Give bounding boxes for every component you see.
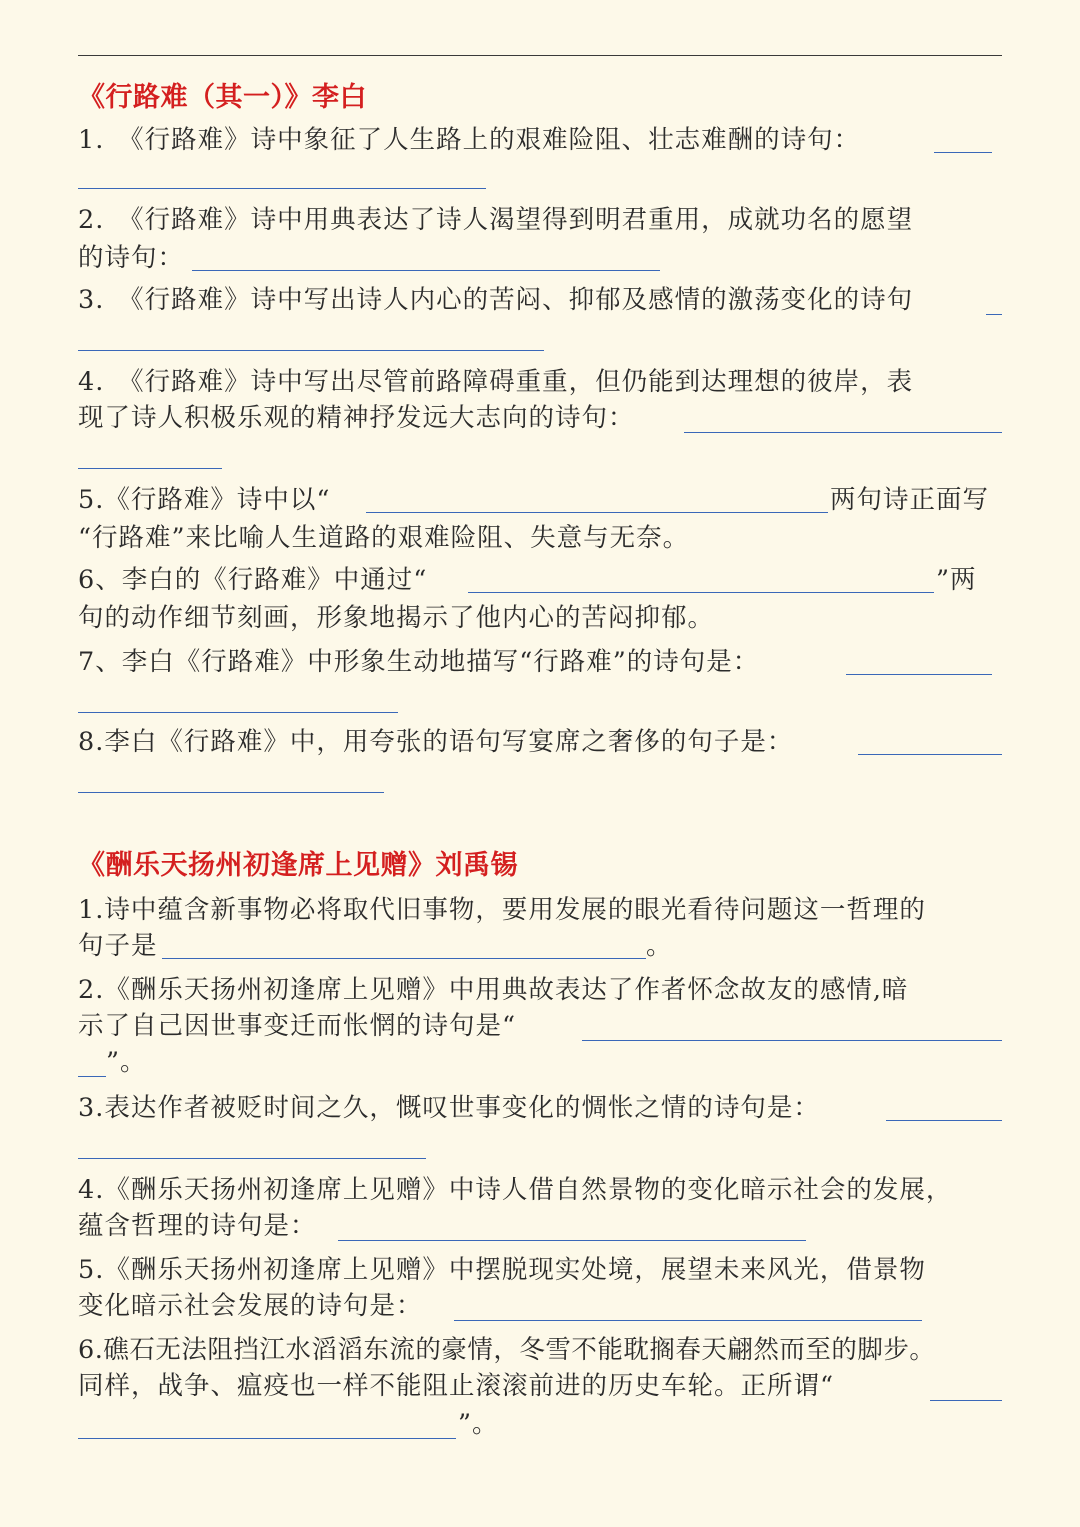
s2-q1-line2-end: 。 bbox=[646, 931, 673, 961]
s2-q2-line3: ”。 bbox=[106, 1047, 147, 1077]
s1-q4-line2: 现了诗人积极乐观的精神抒发远大志向的诗句： bbox=[78, 403, 635, 433]
s2-q2-line1: 2.《酬乐天扬州初逢席上见赠》中用典故表达了作者怀念故友的感情,暗 bbox=[78, 975, 909, 1005]
s2-q6-blank-b[interactable] bbox=[78, 1438, 456, 1439]
s2-q5-blank[interactable] bbox=[454, 1320, 922, 1321]
s1-q5-line1-start: 5.《行路难》诗中以“ bbox=[78, 485, 331, 515]
s1-q3-blank-b[interactable] bbox=[78, 350, 544, 351]
s2-q1-line1: 1.诗中蕴含新事物必将取代旧事物，要用发展的眼光看待问题这一哲理的 bbox=[78, 895, 926, 925]
s1-q8-blank-a[interactable] bbox=[858, 754, 1002, 755]
s2-q4-blank[interactable] bbox=[338, 1240, 806, 1241]
s2-q2-blank-b[interactable] bbox=[78, 1076, 106, 1077]
section2-title: 《酬乐天扬州初逢席上见赠》刘禹锡 bbox=[78, 850, 518, 881]
s1-q6-line1-start: 6、李白的《行路难》中通过“ bbox=[78, 565, 428, 595]
s1-q1-blank-a[interactable] bbox=[934, 152, 992, 153]
s2-q2-line2: 示了自己因世事变迁而怅惘的诗句是“ bbox=[78, 1011, 517, 1041]
s2-q6-line2: 同样，战争、瘟疫也一样不能阻止滚滚前进的历史车轮。正所谓“ bbox=[78, 1371, 835, 1401]
s1-q8-text: 8.李白《行路难》中，用夸张的语句写宴席之奢侈的句子是： bbox=[78, 727, 794, 757]
s1-q4-blank-a[interactable] bbox=[684, 432, 1002, 433]
s2-q2-blank-a[interactable] bbox=[582, 1040, 1002, 1041]
s1-q8-blank-b[interactable] bbox=[78, 792, 384, 793]
s1-q2-line1: 2. 《行路难》诗中用典表达了诗人渴望得到明君重用，成就功名的愿望 bbox=[78, 205, 914, 235]
s1-q1-text: 1. 《行路难》诗中象征了人生路上的艰难险阻、壮志难酬的诗句： bbox=[78, 125, 861, 155]
s1-q7-text: 7、李白《行路难》中形象生动地描写“行路难”的诗句是： bbox=[78, 647, 760, 677]
s1-q7-blank-b[interactable] bbox=[78, 712, 398, 713]
s2-q6-line1: 6.礁石无法阻挡江水滔滔东流的豪情，冬雪不能耽搁春天翩然而至的脚步。 bbox=[78, 1335, 936, 1365]
s2-q3-blank-a[interactable] bbox=[886, 1120, 1002, 1121]
s1-q5-line2: “行路难”来比喻人生道路的艰难险阻、失意与无奈。 bbox=[78, 523, 690, 553]
s1-q2-blank[interactable] bbox=[192, 270, 660, 271]
s1-q4-line1: 4. 《行路难》诗中写出尽管前路障碍重重，但仍能到达理想的彼岸，表 bbox=[78, 367, 914, 397]
top-divider bbox=[78, 55, 1002, 56]
s2-q6-line3: ”。 bbox=[458, 1409, 499, 1439]
s2-q4-line1: 4.《酬乐天扬州初逢席上见赠》中诗人借自然景物的变化暗示社会的发展， bbox=[78, 1175, 953, 1205]
s2-q3-text: 3.表达作者被贬时间之久，慨叹世事变化的惆怅之情的诗句是： bbox=[78, 1093, 820, 1123]
s1-q7-blank-a[interactable] bbox=[846, 674, 992, 675]
s2-q1-line2-start: 句子是 bbox=[78, 931, 158, 961]
s2-q5-line2: 变化暗示社会发展的诗句是： bbox=[78, 1291, 423, 1321]
s2-q5-line1: 5.《酬乐天扬州初逢席上见赠》中摆脱现实处境，展望未来风光，借景物 bbox=[78, 1255, 926, 1285]
s1-q6-line2: 句的动作细节刻画，形象地揭示了他内心的苦闷抑郁。 bbox=[78, 603, 715, 633]
s1-q5-line1-end: 两句诗正面写 bbox=[830, 485, 990, 515]
s1-q6-blank[interactable] bbox=[468, 592, 934, 593]
s1-q1-blank-b[interactable] bbox=[78, 188, 486, 189]
s1-q4-blank-b[interactable] bbox=[78, 468, 222, 469]
s1-q3-blank-a[interactable] bbox=[986, 314, 1002, 315]
s2-q4-line2: 蕴含哲理的诗句是： bbox=[78, 1211, 317, 1241]
s1-q6-line1-end: ”两 bbox=[936, 565, 977, 595]
s1-q5-blank[interactable] bbox=[366, 512, 828, 513]
s2-q1-blank[interactable] bbox=[162, 958, 646, 959]
s1-q3-text: 3. 《行路难》诗中写出诗人内心的苦闷、抑郁及感情的激荡变化的诗句 bbox=[78, 285, 914, 315]
s2-q6-blank-a[interactable] bbox=[930, 1400, 1002, 1401]
s2-q3-blank-b[interactable] bbox=[78, 1158, 426, 1159]
section1-title: 《行路难（其一）》李白 bbox=[78, 82, 367, 113]
s1-q2-line2: 的诗句： bbox=[78, 243, 185, 273]
